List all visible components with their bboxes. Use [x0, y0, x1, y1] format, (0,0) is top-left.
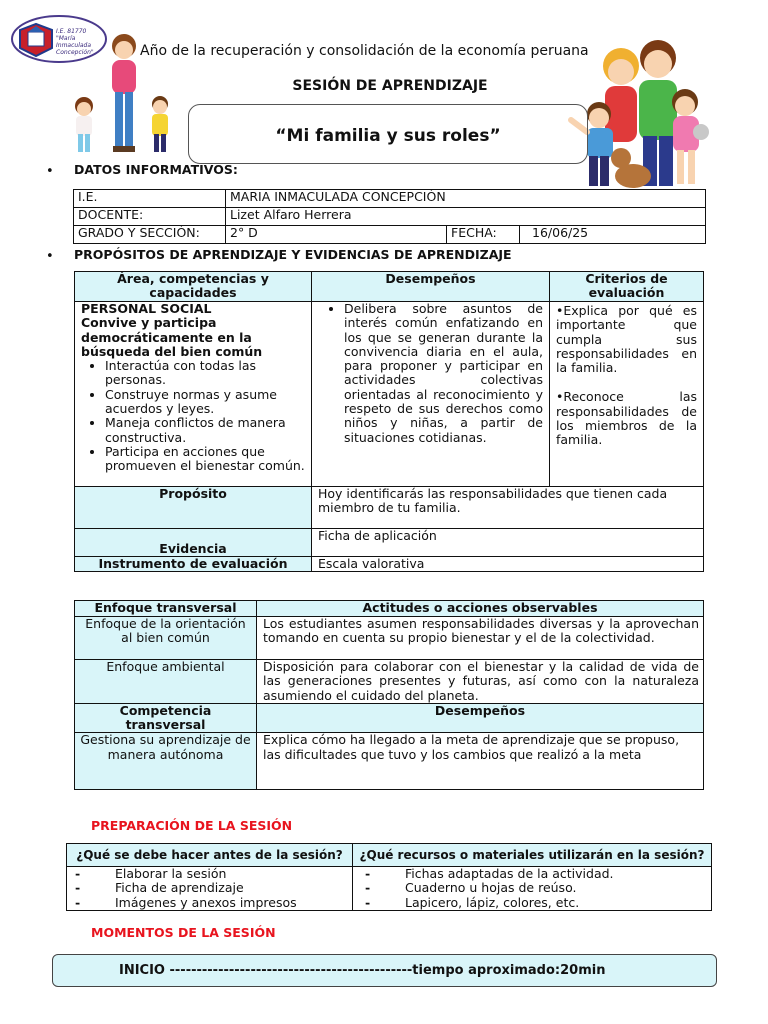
list-item: • Participa en acciones que promueven el bienestar común. [105, 445, 307, 474]
preparacion-heading: PREPARACIÓN DE LA SESIÓN [91, 818, 293, 833]
preparacion-table [66, 843, 712, 911]
list-item: • Interactúa con todas las personas. [105, 359, 307, 388]
list-item: • Delibera sobre asuntos de interés común enfatizando en los que se generan durante la convivencia diaria en el aula, para proponer y participar en actividades colectivas orientadas al reconocimiento y respeto de sus derechos como niños y niñas, a partir de situaciones cotidianas. [344, 302, 543, 445]
antes-cell [67, 867, 353, 911]
competencia-desempenos-header: Desempeños [257, 703, 704, 733]
list-item: - Ficha de aprendizaje [75, 881, 348, 895]
list-item: • Maneja conflictos de manera constructiva. [105, 416, 307, 445]
col-enfoque-header: Enfoque transversal [75, 601, 257, 617]
fecha-value: 16/06/25 [520, 226, 706, 244]
datos-heading: DATOS INFORMATIVOS: [74, 162, 238, 177]
datos-table [73, 189, 706, 244]
col-area-header: Área, competencias y capacidades [75, 272, 312, 302]
competencia-transversal-desc: Explica cómo ha llegado a la meta de aprendizaje que se propuso, las dificultades que tuvo y los cambios que realizó a la meta [257, 733, 704, 790]
enfoque-name: Enfoque de la orientación al bien común [75, 617, 257, 660]
enfoque-actitud: Los estudiantes asumen responsabilidades diversas y la aprovechan tomando en cuenta su propio bienestar y el de la colectividad. [257, 617, 704, 660]
proposito-value: Hoy identificarás las responsabilidades que tienen cada miembro de tu familia. [312, 487, 704, 529]
list-item: • Construye normas y asume acuerdos y leyes. [105, 388, 307, 417]
inicio-box [52, 954, 717, 987]
bullet-icon: • [46, 164, 54, 179]
criterio-item: •Explica por qué es importante que cumpla sus responsabilidades en la familia. [556, 303, 697, 376]
list-item: - Elaborar la sesión [75, 867, 348, 881]
evidencia-label: Evidencia [75, 529, 312, 557]
inicio-label: INICIO ---------------------------------------------tiempo aproximado:20min [119, 963, 606, 978]
enfoques-table [74, 600, 704, 790]
col-criterios-header: Criterios de evaluación [550, 272, 704, 302]
proposito-label: Propósito [75, 487, 312, 529]
docente-label: DOCENTE: [74, 208, 226, 226]
evidencia-value: Ficha de aplicación [312, 529, 704, 557]
enfoque-actitud: Disposición para colaborar con el bienestar y la calidad de vida de las generaciones presentes y futuras, así como con la naturaleza asumiendo el cuidado del planeta. [257, 660, 704, 704]
propositos-table [74, 271, 704, 572]
area-name: PERSONAL SOCIAL [81, 301, 212, 316]
recursos-list [357, 867, 707, 910]
session-title-box [188, 104, 588, 164]
mother-children-illustration [66, 30, 178, 160]
national-motto: Año de la recuperación y consolidación de la economía peruana [140, 43, 589, 59]
competencia-name: Convive y participa democráticamente en la búsqueda del bien común [81, 315, 263, 359]
instrumento-value: Escala valorativa [312, 557, 704, 572]
antes-list [71, 867, 348, 910]
col-actitudes-header: Actitudes o acciones observables [257, 601, 704, 617]
list-item: - Imágenes y anexos impresos [75, 896, 348, 910]
list-item: - Cuaderno u hojas de reúso. [365, 881, 707, 895]
docente-value: Lizet Alfaro Herrera [226, 208, 706, 226]
enfoque-name: Enfoque ambiental [75, 660, 257, 704]
propositos-heading: PROPÓSITOS DE APRENDIZAJE Y EVIDENCIAS DE APRENDIZAJE [74, 247, 512, 262]
capacidades-list [81, 359, 307, 473]
ie-value: MARIA INMACULADA CONCEPCIÓN [226, 190, 706, 208]
competencia-transversal-label: Competencia transversal [75, 703, 257, 733]
session-type-heading: SESIÓN DE APRENDIZAJE [292, 78, 488, 94]
list-item: - Fichas adaptadas de la actividad. [365, 867, 707, 881]
fecha-label: FECHA: [447, 226, 520, 244]
ie-label: I.E. [74, 190, 226, 208]
school-badge-text: I.E. 81770 "María Inmaculada Concepción" [56, 28, 94, 56]
area-cell [75, 302, 312, 487]
instrumento-label: Instrumento de evaluación [75, 557, 312, 572]
col-recursos-header: ¿Qué recursos o materiales utilizarán en la sesión? [353, 844, 712, 867]
list-item: - Lapicero, lápiz, colores, etc. [365, 896, 707, 910]
criterios-cell [550, 302, 704, 487]
grado-label: GRADO Y SECCIÓN: [74, 226, 226, 244]
desempeno-cell [312, 302, 550, 487]
grado-value: 2° D [226, 226, 447, 244]
criterio-item: •Reconoce las responsabilidades de los miembros de la familia. [556, 389, 697, 448]
col-desempenos-header: Desempeños [312, 272, 550, 302]
momentos-heading: MOMENTOS DE LA SESIÓN [91, 925, 276, 940]
col-antes-header: ¿Qué se debe hacer antes de la sesión? [67, 844, 353, 867]
recursos-cell [353, 867, 712, 911]
bullet-icon: • [46, 249, 54, 264]
desempeno-list [316, 302, 543, 445]
competencia-transversal-name: Gestiona su aprendizaje de manera autónoma [75, 733, 257, 790]
session-title: “Mi familia y sus roles” [275, 126, 501, 146]
